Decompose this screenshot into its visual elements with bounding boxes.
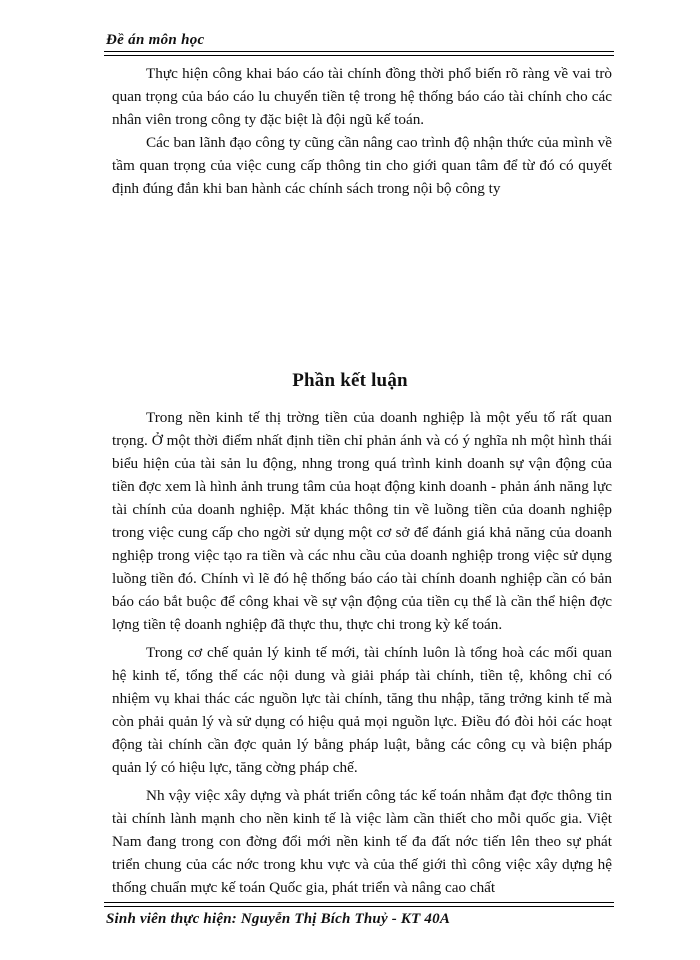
intro-block <box>112 62 612 200</box>
header-rule <box>104 51 614 56</box>
section-title: Phần kết luận <box>292 370 408 391</box>
paragraph: Trong nền kinh tế thị trờng tiền của doanh nghiệp là một yếu tố rất quan trọng. Ở một thời điểm nhất định tiền chỉ phản ánh và có ý nghĩa nh một hình thái biểu hiện của tài sản lu động, nhng trong quá trình kinh doanh sự vận động của tiền đợc xem là hình ảnh trung tâm của hoạt động kinh doanh - phản ánh năng lực tài chính của doanh nghiệp. Mặt khác thông tin về luồng tiền của doanh nghiệp trong việc cung cấp cho ngời sử dụng một cơ sở để đánh giá khả năng của doanh nghiệp trong việc tạo ra tiền và các nhu cầu của doanh nghiệp trong việc sử dụng luồng tiền đó. Chính vì lẽ đó hệ thống báo cáo tài chính doanh nghiệp cần có bản báo cáo bắt buộc để công khai về sự vận động của tiền cụ thể là cần thể hiện đợc lợng tiền tệ doanh nghiệp đã thực thu, thực chi trong kỳ kế toán. <box>112 409 612 633</box>
footer-text: Sinh viên thực hiện: Nguyễn Thị Bích Thuỷ - KT 40A <box>106 911 451 927</box>
paragraph: Các ban lãnh đạo công ty cũng cần nâng cao trình độ nhận thức của mình về tầm quan trọng của việc cung cấp thông tin cho giới quan tâm để từ đó có quyết định đúng đắn khi ban hành các chính sách trong nội bộ công ty <box>112 134 612 197</box>
paragraph: Trong cơ chế quản lý kinh tế mới, tài chính luôn là tổng hoà các mối quan hệ kinh tế, tổng thể các nội dung và giải pháp tài chính, tiền tệ, không chỉ có nhiệm vụ khai thác các nguồn lực tài chính, tăng thu nhập, tăng trởng kinh tế mà còn phải quản lý và sử dụng có hiệu quả mọi nguồn lực. Điều đó đòi hỏi các hoạt động tài chính cần đợc quản lý bằng pháp luật, bằng các công cụ và biện pháp quản lý có hiệu lực, tăng cờng pháp chế. <box>112 644 612 776</box>
paragraph: Thực hiện công khai báo cáo tài chính đồng thời phổ biến rõ ràng về vai trò quan trọng của báo cáo lu chuyển tiền tệ trong hệ thống báo cáo tài chính cho các nhân viên trong công ty đặc biệt là đội ngũ kế toán. <box>112 65 612 128</box>
footer-rule <box>104 902 614 907</box>
header-title: Đề án môn học <box>106 32 205 48</box>
paragraph: Nh vậy việc xây dựng và phát triển công tác kế toán nhằm đạt đợc thông tin tài chính lành mạnh cho nền kinh tế là việc làm cần thiết cho mỗi quốc gia. Việt Nam đang trong con đờng đổi mới nền kinh tế đa đất nớc tiến lên theo sự phát triển chung của các nớc trong khu vực và của thế giới thì công việc xây dựng hệ thống chuẩn mực kế toán Quốc gia, phát triển và nâng cao chất <box>112 787 612 896</box>
conclusion-block <box>112 406 612 899</box>
